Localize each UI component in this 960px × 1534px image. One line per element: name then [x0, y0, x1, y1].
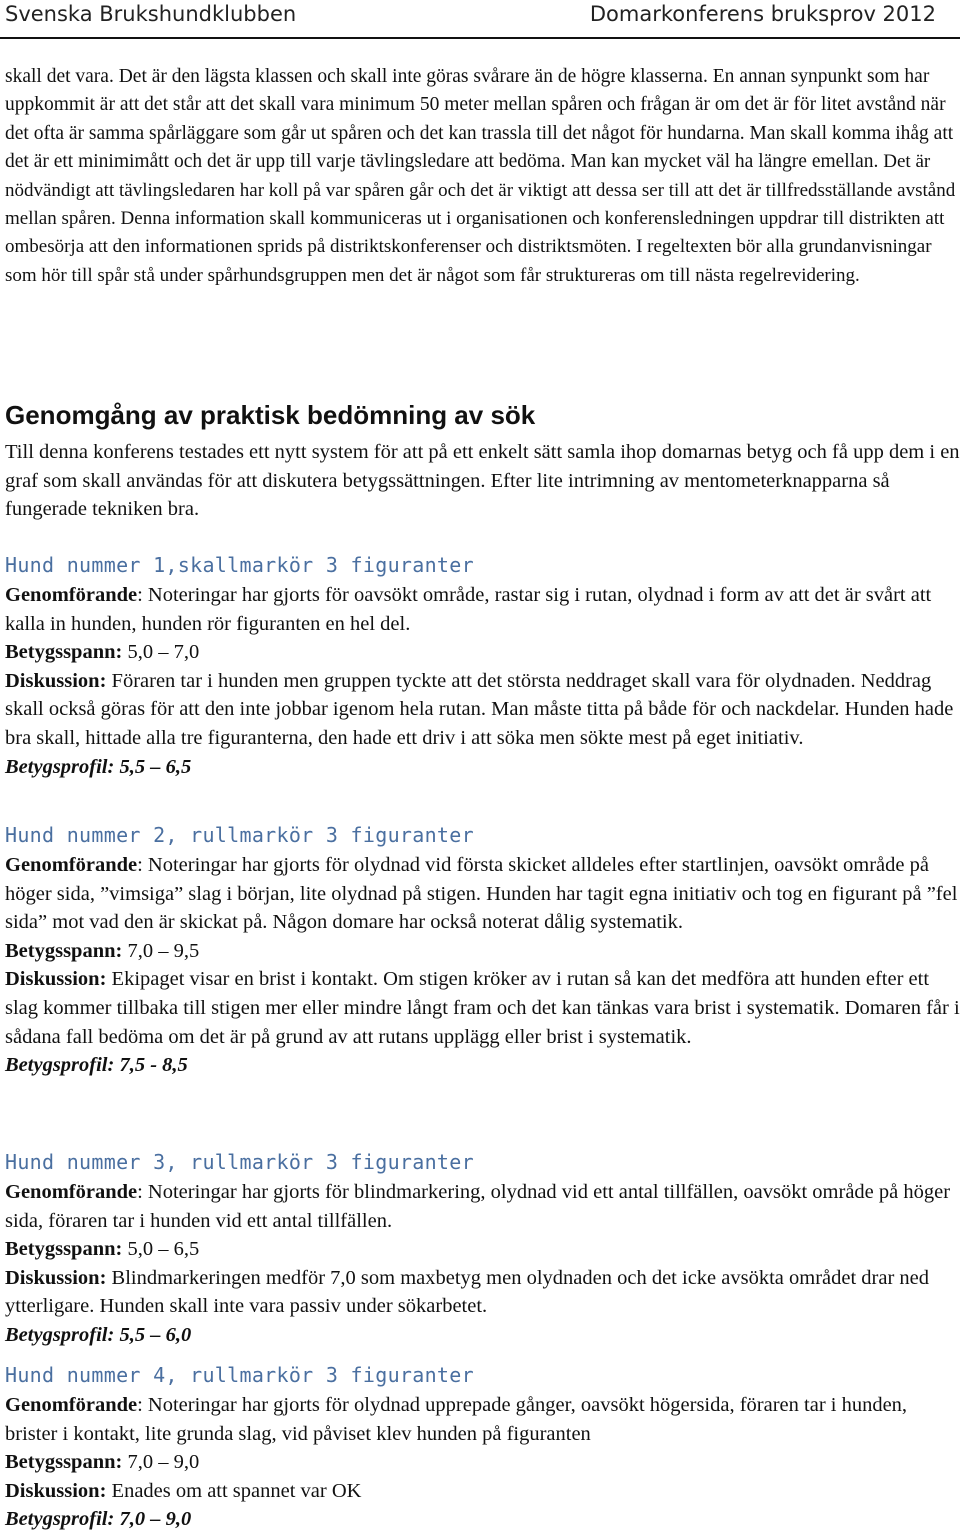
betygsprofil: Betygsprofil: 7,0 – 9,0	[5, 1508, 192, 1531]
dog-title: Hund nummer 1,skallmarkör 3 figuranter	[5, 553, 474, 577]
genomforande-label: Genomförande	[5, 584, 138, 606]
betygsspann-row	[5, 1448, 960, 1477]
section-paragraph: Till denna konferens testades ett nytt system för att på ett enkelt sätt samla ihop domarnas betyg och få upp dem i en graf som skall användas för att diskutera betygssättningen. Efter lite intrimning av mentometerknapparna så fungerade tekniken bra.	[5, 441, 960, 521]
betygsspann-row	[5, 638, 960, 667]
diskussion-text: Ekipaget visar en brist i kontakt. Om stigen kröker av i rutan så kan det medföra att hunden efter ett slag kommer tillbaka till stigen mer eller mindre långt fram och det kan tänkas vara brist i systematik. Domaren får i sådana fall bedöma om det är på grund av att rutans upplägg eller brist i systematik.	[5, 968, 960, 1048]
diskussion-row	[5, 1264, 960, 1321]
header-conference-title: Domarkonferens bruksprov 2012	[589, 2, 936, 26]
intro-text-part1: skall det vara. Det är den lägsta klassen och skall inte göras svårare än de högre klasserna. En annan synpunkt som har uppkommit är att det står att det skall vara minimum 50 meter mellan spåren och frågan är om det är för litet avstånd när det ofta är samma spårläggare som går ut spåren och det kan trassla till det något för hundarna. Man skall komma ihåg att det är ett minimimått och det är upp till varje tävlingsledare att bedöma. Man kan mycket väl ha längre emellan.	[5, 66, 954, 173]
diskussion-label: Diskussion:	[5, 1479, 107, 1502]
betygsspann-label: Betygsspann:	[5, 641, 123, 664]
diskussion-label: Diskussion:	[5, 669, 107, 692]
betygsspann-label: Betygsspann:	[5, 1238, 123, 1261]
betygsspann-value: 5,0 – 7,0	[122, 641, 200, 664]
genomforande-text: : Noteringar har gjorts för olydnad upprepade gånger, oavsökt högersida, föraren tar i hunden, brister i kontakt, lite grunda slag, vid påviset klev hunden på figuranten	[5, 1394, 908, 1445]
genomforande-row	[5, 1178, 960, 1235]
genomforande-text: : Noteringar har gjorts för blindmarkering, olydnad vid ett antal tillfällen, oavsökt område på höger sida, föraren tar i hunden vid ett antal tillfällen.	[5, 1181, 951, 1232]
genomforande-label: Genomförande	[5, 854, 138, 876]
betygsprofil: Betygsprofil: 7,5 - 8,5	[5, 1054, 188, 1077]
diskussion-row	[5, 667, 960, 753]
dog-title: Hund nummer 3, rullmarkör 3 figuranter	[5, 1150, 474, 1174]
section-heading: Genomgång av praktisk bedömning av sök	[5, 400, 536, 430]
header-divider	[0, 37, 960, 39]
diskussion-text: Blindmarkeringen medför 7,0 som maxbetyg men olydnaden och det icke avsökta området drar ned ytterligare. Hunden skall inte vara passiv under sökarbetet.	[5, 1266, 930, 1318]
diskussion-row	[5, 1477, 960, 1506]
intro-text-part2: Det är nödvändigt att tävlingsledaren har koll på var spåren går och det är viktigt att dessa ser till att det är tillfredsställande avstånd mellan spåren. Denna information skall kommuniceras ut i organisationen och konferensledningen uppdrar till distrikten att ombesörja att den informationen sprids på distriktskonferenser och distriktsmöten. I regeltexten bör alla grundanvisningar som hör till spår stå under spårhundsgruppen men det är något som får struktureras om till nästa regelrevidering.	[5, 151, 956, 286]
dog-title: Hund nummer 2, rullmarkör 3 figuranter	[5, 823, 474, 847]
genomforande-row	[5, 851, 960, 937]
betygsspann-value: 5,0 – 6,5	[122, 1238, 200, 1261]
diskussion-text: Enades om att spannet var OK	[106, 1479, 362, 1502]
diskussion-label: Diskussion:	[5, 1266, 107, 1289]
dog-entry-3	[5, 1148, 960, 1350]
genomforande-row	[5, 581, 960, 638]
betygsprofil: Betygsprofil: 5,5 – 6,0	[5, 1323, 192, 1346]
betygsspann-row	[5, 937, 960, 966]
diskussion-label: Diskussion:	[5, 968, 107, 991]
diskussion-row	[5, 965, 960, 1051]
betygsspann-row	[5, 1235, 960, 1264]
genomforande-text: : Noteringar har gjorts för olydnad vid första skicket alldeles efter startlinjen, oavsökt område på höger sida, ”vimsiga” slag i början, lite olydnad på stigen. Hunden har tagit egna initiativ och tog en figurant på ”fel sida” mot vad den är skickat på. Någon domare har också noterat dålig systematik.	[5, 854, 958, 934]
page-header	[0, 0, 960, 40]
dog-entry-1	[5, 551, 960, 781]
betygsspann-label: Betygsspann:	[5, 939, 123, 962]
genomforande-text: : Noteringar har gjorts för oavsökt område, rastar sig i rutan, olydnad i form av att det är svårt att kalla in hunden, hunden rör figuranten en hel del.	[5, 584, 932, 635]
betygsspann-label: Betygsspann:	[5, 1451, 123, 1474]
header-organization: Svenska Brukshundklubben	[5, 2, 297, 26]
genomforande-label: Genomförande	[5, 1181, 138, 1203]
dog-entry-2	[5, 821, 960, 1080]
genomforande-row	[5, 1391, 960, 1448]
betygsspann-value: 7,0 – 9,5	[122, 939, 200, 962]
betygsprofil: Betygsprofil: 5,5 – 6,5	[5, 755, 192, 778]
dog-entry-4	[5, 1361, 960, 1534]
betygsspann-value: 7,0 – 9,0	[122, 1451, 200, 1474]
dog-title: Hund nummer 4, rullmarkör 3 figuranter	[5, 1363, 474, 1387]
genomforande-label: Genomförande	[5, 1394, 138, 1416]
diskussion-text: Föraren tar i hunden men gruppen tyckte att det största neddraget skall vara för olydnaden. Neddrag skall också göras för att den inte jobbar igenom hela rutan. Man måste titta på både för och nackdelar. Hunden hade bra skall, hittade alla tre figuranterna, den hade ett driv i att söka men sökte mest på eget initiativ.	[5, 669, 954, 749]
intro-paragraph	[5, 63, 960, 290]
